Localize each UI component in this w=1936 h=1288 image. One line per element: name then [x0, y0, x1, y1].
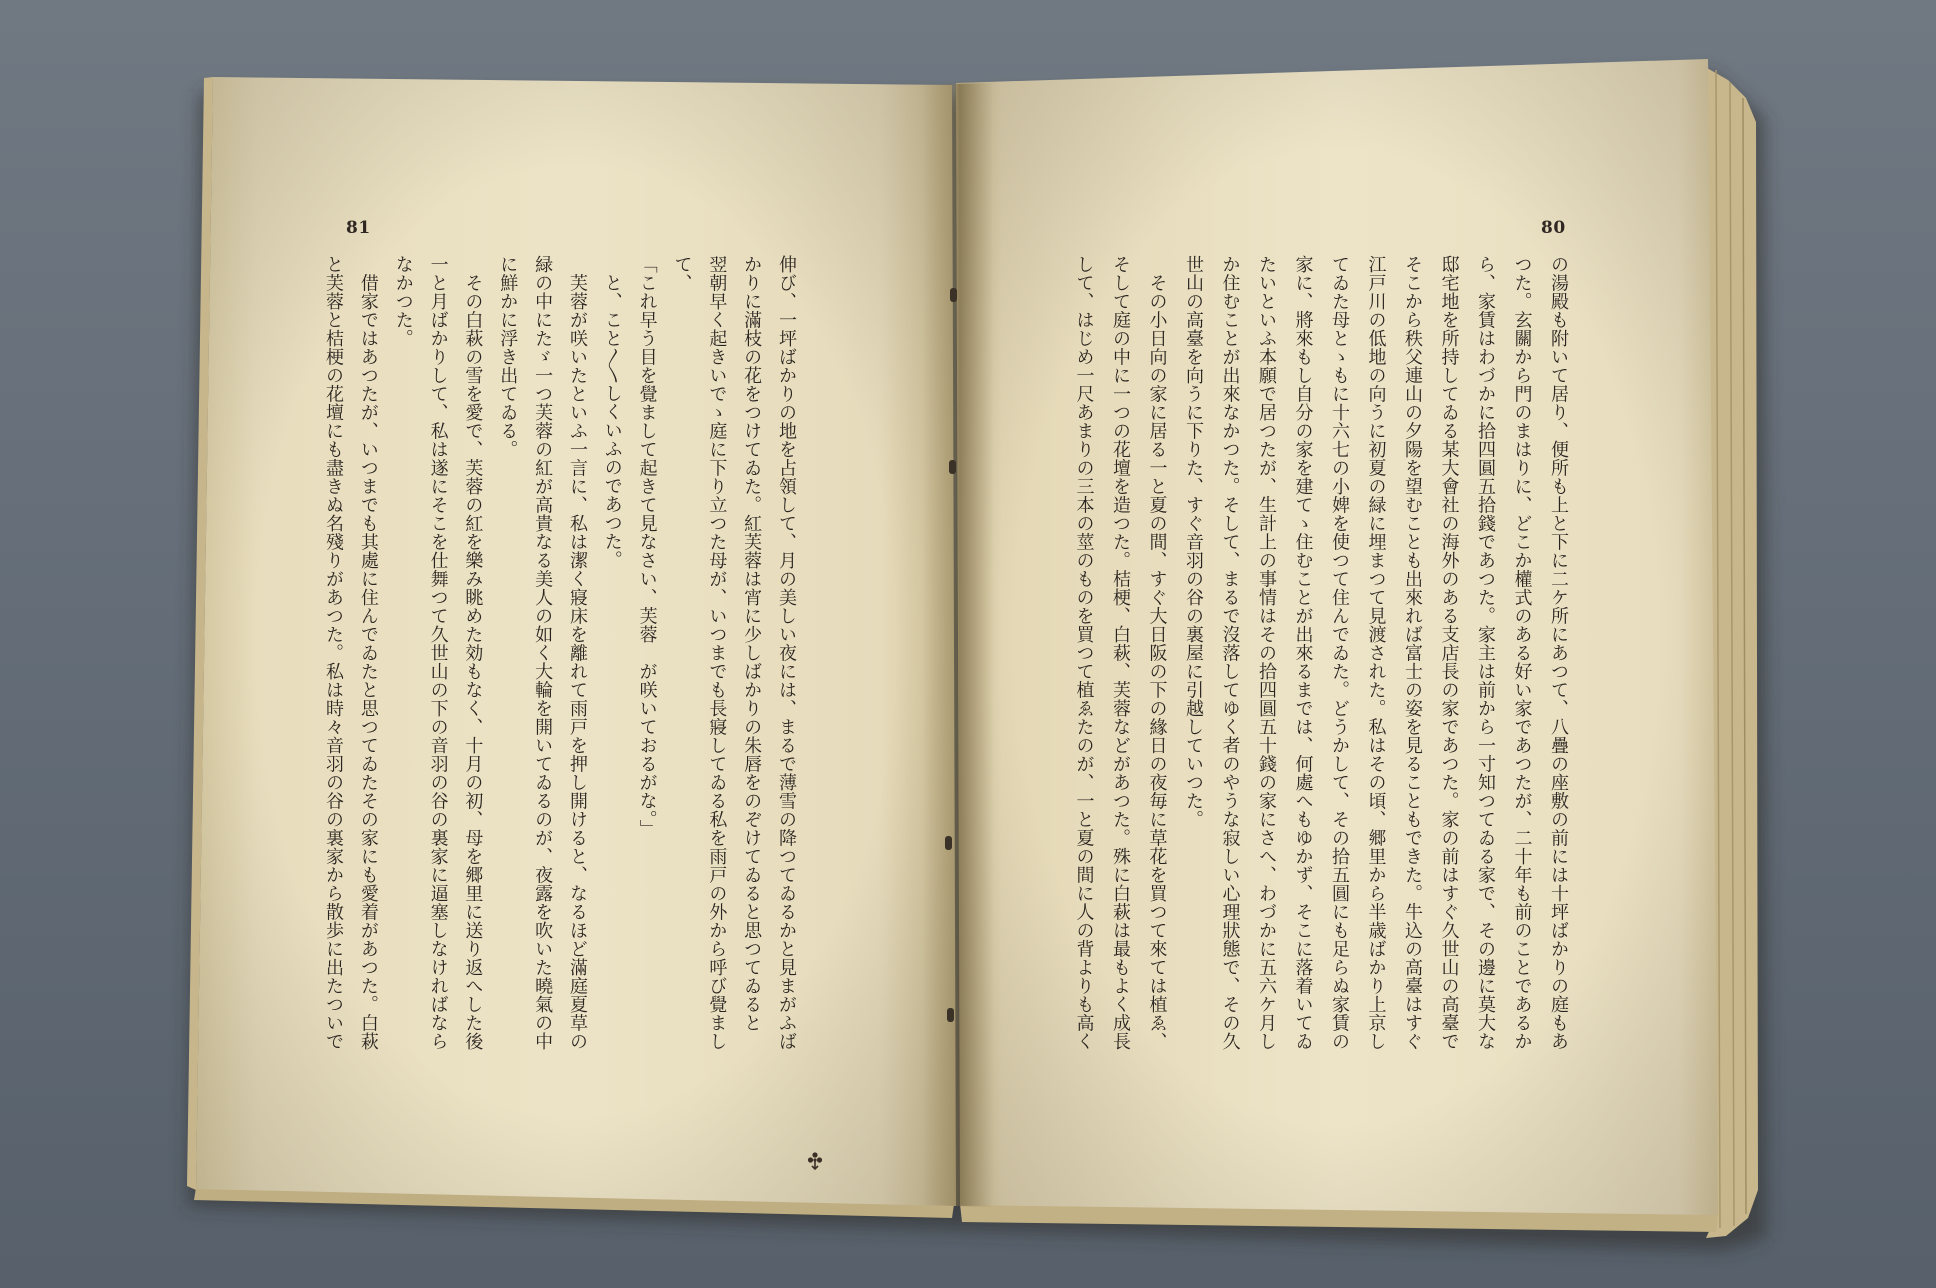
text-column: 邸宅地を所持してゐる某大會社の海外のある支店長の家であつた。家の前はすぐ久世山の高臺で [1438, 255, 1460, 1051]
text-column: 芙蓉が咲いたといふ一言に、私は潔く寢床を離れて雨戸を押し開けると、なるほど滿庭夏草の [566, 255, 588, 1051]
text-column: てゐた母とゝもに十六七の小婢を使つて住んでゐた。どうかして、その拾五圓にも足らぬ家賃の [1329, 255, 1350, 1051]
text-column: 借家ではあつたが、いつまでも其處に住んでゐたと思つてゐたその家にも愛着があつた。白萩 [357, 255, 379, 1051]
text-column: の湯殿も附いて居り、便所も上と下に二ケ所にあつて、八疊の座敷の前には十坪ばかりの庭もあ [1548, 255, 1569, 1051]
binding-stitch [949, 460, 956, 474]
text-column: 「これ早う目を覺まして起きて見なさい、芙蓉 が咲いておるがな。」 [636, 255, 658, 838]
text-column: に鮮かに浮き出てゐる。 [497, 255, 519, 459]
right-page-text [1065, 255, 1576, 1075]
text-column: ら、家賃はわづかに拾四圓五拾錢であつた。家主は前から一寸知つてゐる家で、その邊に莫大な [1475, 255, 1496, 1051]
text-column: つた。玄關から門のまはりに、どこか權式のある好い家であつたが、二十年も前のことであるか [1511, 255, 1533, 1051]
text-column: 翌朝早く起きいでゝ庭に下り立つた母が、いつまでも長寢してゐる私を雨戸の外から呼び覺まし [706, 255, 728, 1051]
text-column: て、 [671, 255, 693, 292]
binding-stitch [950, 288, 957, 302]
text-column: その小日向の家に居る一と夏の間、すぐ大日阪の下の緣日の夜毎に草花を買つて來ては植ゑ、 [1146, 255, 1168, 1051]
text-column: 世山の高臺を向うに下りた、すぐ音羽の谷の裏屋に引越していつた。 [1183, 255, 1204, 829]
text-column: と芙蓉と桔梗の花壇にも盡きぬ名殘りがあつた。私は時々音羽の谷の裏家から散歩に出たついで [323, 255, 345, 1051]
text-column: 江戸川の低地の向うに初夏の緑に埋まつて見渡された。私はその頃、郷里から半歳ばかり上京し [1365, 255, 1387, 1051]
text-column: そして庭の中に一つの花壇を造つた。桔梗、白萩、芙蓉などがあつた。殊に白萩は最もよく成長 [1110, 255, 1131, 1051]
text-column: たいといふ本願で居つたが、生計上の事情はその拾四圓五十錢の家にさへ、わづかに五六ケ月し [1256, 255, 1277, 1051]
text-column: そこから秩父連山の夕陽を望むことも出來れば富士の姿を見ることもできた。牛込の高臺はすぐ [1402, 255, 1423, 1051]
binding-stitch [947, 1008, 954, 1022]
text-column: かりに滿枝の花をつけてゐた。紅芙蓉は宵に少しばかりの朱唇をのぞけてゐると思つてゐると [741, 255, 763, 1032]
text-column: 一と月ばかりして、私は遂にそこを仕舞つて久世山の下の音羽の谷の裏家に逼塞しなければなら [427, 255, 449, 1051]
text-column: と、こと〳〵しくいふのであつた。 [601, 255, 623, 569]
text-column: なかつた。 [392, 255, 414, 348]
flower-ornament-icon [806, 1151, 824, 1171]
text-column: して、はじめ一尺あまりの三本の莖のものを買つて植ゑたのが、一と夏の間に人の背よりも高く [1073, 255, 1095, 1051]
text-column: 緑の中にたゞ一つ芙蓉の紅が高貴なる美人の如く大輪を開いてゐるのが、夜露を吹いた曉氣の中 [532, 255, 554, 1051]
text-column: 伸び、一坪ばかりの地を占領して、月の美しい夜には、まるで薄雪の降つてゐるかと見まがふば [776, 255, 797, 1051]
binding-stitch [945, 836, 952, 850]
text-column: その白萩の雪を愛で、芙蓉の紅を樂み眺めた効もなく、十月の初、母を郷里に送り返へした後 [462, 255, 484, 1051]
left-page-text [315, 255, 803, 1075]
page-number-right: 80 [1541, 218, 1566, 238]
page-number-left: 81 [346, 218, 371, 238]
spine-gutter [922, 83, 994, 1207]
text-column: 家に、將來もし自分の家を建てゝ住むことが出來るまでは、何處へもゆかず、そこに落着いてゐ [1292, 255, 1314, 1051]
text-column: か住むことが出來なかつた。そして、まるで沒落してゆく者のやうな寂しい心理狀態で、その久 [1219, 255, 1241, 1051]
